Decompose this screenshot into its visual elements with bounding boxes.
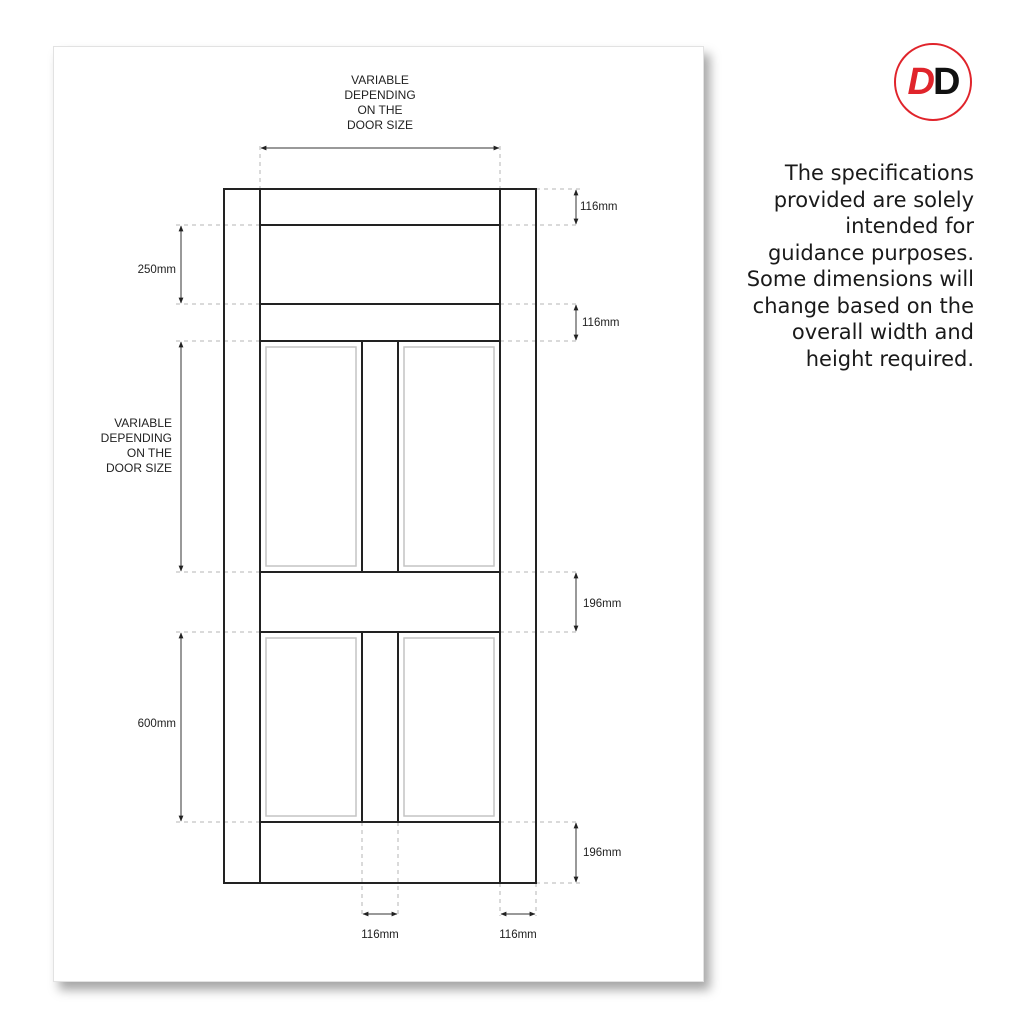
svg-text:DOOR SIZE: DOOR SIZE — [346, 118, 414, 132]
disclaimer-line: The specifications — [784, 161, 974, 185]
svg-text:DEPENDING: DEPENDING — [344, 88, 416, 102]
panel-mouldings — [266, 347, 494, 816]
svg-text:ON THE: ON THE — [357, 103, 403, 117]
logo-letter-black: D — [933, 61, 959, 103]
specification-disclaimer — [740, 160, 974, 372]
disclaimer-line: Some dimensions will — [746, 267, 974, 291]
dd-logo — [894, 43, 972, 121]
disclaimer-line: overall width and — [791, 320, 974, 344]
disclaimer-line: provided are solely — [773, 187, 974, 212]
svg-text:DOOR SIZE: DOOR SIZE — [105, 461, 172, 475]
guide-lines — [176, 146, 580, 916]
upper-panel-height-label — [101, 416, 172, 475]
door-outline — [224, 189, 536, 883]
svg-text:VARIABLE: VARIABLE — [351, 73, 409, 87]
disclaimer-line: intended for — [845, 214, 974, 238]
bottom-rail-label: 196mm — [583, 847, 622, 859]
dimension-arrows — [181, 148, 576, 914]
lower-panel-height-label: 600mm — [137, 718, 176, 730]
svg-text:VARIABLE: VARIABLE — [114, 416, 172, 430]
svg-text:ON THE: ON THE — [126, 446, 172, 460]
top-width-label — [344, 73, 415, 132]
top-rail-label: 116mm — [580, 201, 618, 213]
svg-text:DEPENDING: DEPENDING — [100, 431, 172, 445]
muntin-width-label: 116mm — [361, 929, 399, 941]
disclaimer-line: height required. — [805, 346, 974, 371]
disclaimer-line: change based on the — [752, 293, 974, 318]
stile-width-label: 116mm — [499, 929, 537, 941]
logo-letter-red: D — [907, 61, 933, 103]
mid-rail-label: 196mm — [583, 598, 622, 610]
disclaimer-line: guidance purposes. — [767, 240, 974, 265]
transom-height-label: 250mm — [137, 264, 176, 276]
intermediate-rail-label: 116mm — [582, 317, 620, 329]
